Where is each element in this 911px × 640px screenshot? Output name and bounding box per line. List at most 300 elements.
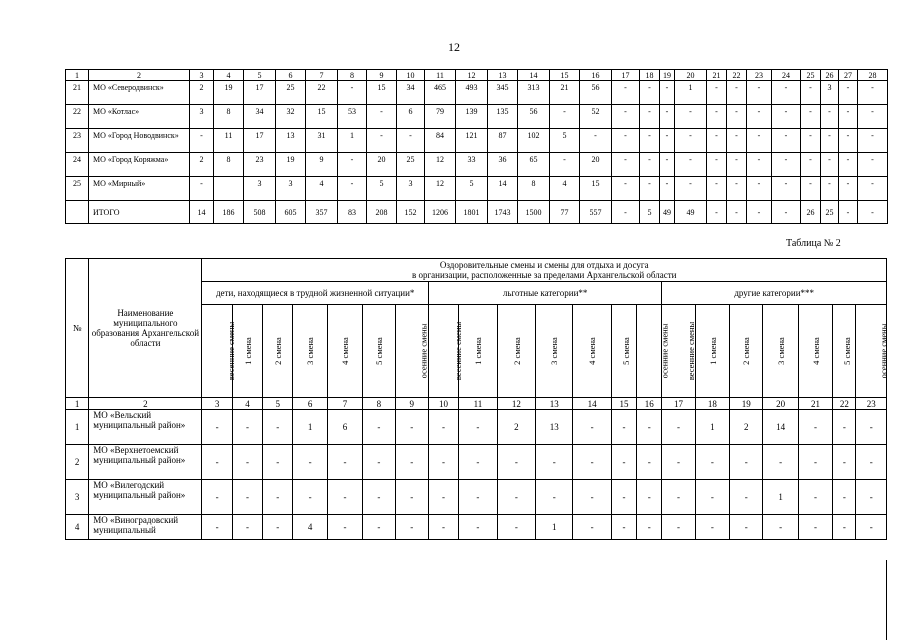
table-cell: - — [263, 445, 293, 480]
table-cell: 15 — [306, 105, 338, 129]
column-number: 18 — [695, 398, 729, 410]
total-cell: 14 — [190, 201, 214, 224]
table-cell: 19 — [214, 81, 244, 105]
total-cell: 5 — [640, 201, 660, 224]
table-cell: 3 — [244, 177, 276, 201]
table-header-row — [66, 70, 888, 81]
table-cell: - — [801, 81, 821, 105]
summary-table — [65, 69, 888, 224]
shift-label: 5 смена — [620, 337, 631, 365]
table-row — [66, 177, 888, 201]
table-cell: - — [763, 515, 798, 540]
total-cell: 1743 — [488, 201, 518, 224]
table-cell: - — [395, 445, 428, 480]
table-cell: - — [573, 515, 611, 540]
table-cell: 21 — [550, 81, 580, 105]
shift-header — [637, 305, 670, 398]
table-cell: - — [640, 129, 660, 153]
table-cell: 65 — [518, 153, 550, 177]
header-cell: 23 — [747, 70, 772, 81]
table-cell: 13 — [536, 410, 573, 445]
table-cell: 84 — [425, 129, 456, 153]
table-cell: - — [821, 129, 839, 153]
table-cell: - — [202, 410, 232, 445]
table-cell: - — [839, 129, 858, 153]
table-cell: - — [856, 445, 887, 480]
top-header-line1: Оздоровительные смены и смены для отдыха и досуга — [439, 260, 649, 270]
table-cell: - — [772, 177, 801, 201]
table-cell: - — [821, 153, 839, 177]
table-cell: - — [640, 177, 660, 201]
municipality-name: МО «Верхнетоемский муниципальный район» — [89, 445, 202, 480]
header-cell: 16 — [580, 70, 612, 81]
table-cell: 87 — [488, 129, 518, 153]
table-cell: - — [707, 81, 727, 105]
table-cell: - — [612, 177, 640, 201]
table-cell: - — [772, 81, 801, 105]
shift-header — [497, 305, 535, 398]
header-cell: 22 — [727, 70, 747, 81]
table-cell: - — [232, 515, 262, 540]
header-cell: 26 — [821, 70, 839, 81]
total-cell: 357 — [306, 201, 338, 224]
table-cell: 6 — [327, 410, 362, 445]
header-cell: 6 — [276, 70, 306, 81]
table-cell: 14 — [763, 410, 798, 445]
table-cell: - — [858, 129, 888, 153]
table-cell: - — [675, 105, 707, 129]
table-cell: - — [640, 81, 660, 105]
table-cell: 56 — [518, 105, 550, 129]
table-cell: - — [730, 515, 763, 540]
total-cell: 1801 — [456, 201, 488, 224]
table-cell: - — [395, 410, 428, 445]
table-cell: 1 — [695, 410, 729, 445]
shift-header — [428, 305, 464, 398]
table-cell: 2 — [190, 153, 214, 177]
column-number: 4 — [232, 398, 262, 410]
table-cell: - — [536, 480, 573, 515]
table-cell: 345 — [488, 81, 518, 105]
table-cell: 12 — [425, 153, 456, 177]
row-number: 4 — [66, 515, 89, 540]
table-cell: 17 — [244, 129, 276, 153]
table-cell: 3 — [821, 81, 839, 105]
table-cell: 139 — [456, 105, 488, 129]
table-cell: - — [707, 129, 727, 153]
table-cell: - — [367, 105, 397, 129]
total-cell: - — [858, 201, 888, 224]
shift-label: осенние смены — [659, 323, 670, 379]
shift-header — [833, 305, 856, 398]
header-cell: 28 — [858, 70, 888, 81]
shift-label: 2 смена — [511, 337, 522, 365]
table-cell: - — [727, 81, 747, 105]
table-cell: - — [428, 480, 458, 515]
table-cell: - — [662, 480, 695, 515]
table-cell: - — [293, 445, 327, 480]
header-cell: 19 — [660, 70, 675, 81]
total-cell: 186 — [214, 201, 244, 224]
table-cell: - — [232, 480, 262, 515]
table-cell: - — [801, 153, 821, 177]
table-cell: - — [202, 515, 232, 540]
table-cell: 15 — [580, 177, 612, 201]
table-cell: 11 — [214, 129, 244, 153]
table-cell: 15 — [367, 81, 397, 105]
table-cell: 5 — [550, 129, 580, 153]
table-cell: - — [459, 480, 497, 515]
total-cell: 49 — [660, 201, 675, 224]
table-cell: - — [363, 410, 395, 445]
table-cell: - — [821, 177, 839, 201]
total-cell: 152 — [397, 201, 425, 224]
table-cell: - — [695, 515, 729, 540]
table-cell: 12 — [425, 177, 456, 201]
municipality-name: МО «Котлас» — [89, 105, 190, 129]
municipality-name: МО «Вельский муниципальный район» — [89, 410, 202, 445]
table-cell: - — [640, 105, 660, 129]
table-row — [66, 445, 887, 480]
table-cell: - — [772, 129, 801, 153]
row-number: 3 — [66, 480, 89, 515]
header-cell: 5 — [244, 70, 276, 81]
header-cell: 24 — [772, 70, 801, 81]
table-cell: - — [821, 105, 839, 129]
table-row — [66, 410, 887, 445]
shift-header — [232, 305, 262, 398]
row-number: 21 — [66, 81, 89, 105]
table-cell: 36 — [488, 153, 518, 177]
table-cell: - — [327, 515, 362, 540]
table-cell: - — [580, 129, 612, 153]
column-number: 9 — [395, 398, 428, 410]
table-cell: - — [660, 81, 675, 105]
table-cell: - — [747, 105, 772, 129]
column-number: 11 — [459, 398, 497, 410]
table-cell: - — [858, 81, 888, 105]
shift-label: 2 смена — [272, 337, 283, 365]
total-cell: 25 — [821, 201, 839, 224]
table-cell: 2 — [190, 81, 214, 105]
table-cell: - — [660, 105, 675, 129]
table-cell: - — [363, 515, 395, 540]
table-cell: - — [397, 129, 425, 153]
table-cell: - — [798, 445, 832, 480]
table-cell: 5 — [456, 177, 488, 201]
table-caption: Таблица № 2 — [786, 238, 841, 249]
total-cell: 557 — [580, 201, 612, 224]
table-cell: - — [763, 445, 798, 480]
table-cell: 17 — [244, 81, 276, 105]
header-cell: 10 — [397, 70, 425, 81]
column-number: 16 — [637, 398, 662, 410]
table-cell: - — [747, 177, 772, 201]
row-number: 1 — [66, 410, 89, 445]
column-number: 3 — [202, 398, 232, 410]
total-cell: - — [839, 201, 858, 224]
top-header-line2: в организации, расположенные за пределами Архангельской области — [411, 270, 677, 280]
shift-header — [730, 305, 763, 398]
table-cell: - — [497, 445, 535, 480]
table-cell: - — [327, 445, 362, 480]
header-cell: 1 — [66, 70, 89, 81]
table-row — [66, 153, 888, 177]
table-cell: - — [858, 105, 888, 129]
table-cell: 4 — [306, 177, 338, 201]
table-cell: - — [637, 480, 662, 515]
table-cell: - — [839, 105, 858, 129]
header-cell: 25 — [801, 70, 821, 81]
table-cell: 4 — [550, 177, 580, 201]
shift-label: весенние смены — [686, 321, 697, 381]
table-cell: - — [232, 410, 262, 445]
table-cell: - — [263, 515, 293, 540]
header-cell: 17 — [612, 70, 640, 81]
total-label: ИТОГО — [89, 201, 190, 224]
table-cell: 32 — [276, 105, 306, 129]
table-cell: - — [660, 129, 675, 153]
table-cell: - — [611, 410, 636, 445]
table-cell: 1 — [293, 410, 327, 445]
table-cell: - — [395, 515, 428, 540]
total-cell: 1500 — [518, 201, 550, 224]
table-cell: 23 — [244, 153, 276, 177]
table-cell: 8 — [214, 153, 244, 177]
shift-header — [459, 305, 497, 398]
page-number: 12 — [448, 40, 460, 54]
table-cell: - — [293, 480, 327, 515]
total-cell: 1206 — [425, 201, 456, 224]
shift-label: 3 смена — [549, 337, 560, 365]
table-cell: 121 — [456, 129, 488, 153]
header-cell: 20 — [675, 70, 707, 81]
table-cell: - — [428, 410, 458, 445]
table-cell: 22 — [306, 81, 338, 105]
table-cell: - — [798, 410, 832, 445]
table-row — [66, 81, 888, 105]
column-number: 22 — [833, 398, 856, 410]
table-cell: - — [707, 177, 727, 201]
table-cell: - — [573, 480, 611, 515]
table-cell: 33 — [456, 153, 488, 177]
shift-label: осенние смены — [417, 323, 428, 379]
table-cell: - — [190, 177, 214, 201]
table-cell: - — [858, 153, 888, 177]
table-cell: - — [640, 153, 660, 177]
column-number: 8 — [363, 398, 395, 410]
table-cell: 8 — [214, 105, 244, 129]
shift-label: 3 смена — [305, 337, 316, 365]
column-number: 1 — [66, 398, 89, 410]
table-cell: - — [730, 480, 763, 515]
municipality-name: МО «Виноградовский муниципальный — [89, 515, 202, 540]
table-cell: - — [747, 81, 772, 105]
table-cell: - — [772, 105, 801, 129]
table-cell: - — [730, 445, 763, 480]
category-header: дети, находящиеся в трудной жизненной ситуации* — [202, 282, 428, 305]
header-cell: 8 — [338, 70, 367, 81]
table-cell: - — [707, 105, 727, 129]
shift-label: 2 смена — [741, 337, 752, 365]
municipality-name: МО «Город Коряжма» — [89, 153, 190, 177]
municipality-name: МО «Город Новодвинск» — [89, 129, 190, 153]
table-cell: - — [801, 105, 821, 129]
shifts-table — [65, 258, 887, 540]
table-cell: - — [612, 129, 640, 153]
shift-label: осенние смены — [878, 323, 889, 379]
table-cell: - — [833, 445, 856, 480]
total-cell: 83 — [338, 201, 367, 224]
shift-header — [395, 305, 428, 398]
table-cell: - — [675, 129, 707, 153]
table-cell: - — [833, 410, 856, 445]
table-cell: 25 — [397, 153, 425, 177]
table-cell: 53 — [338, 105, 367, 129]
table-cell: - — [856, 480, 887, 515]
row-number: 23 — [66, 129, 89, 153]
table-cell: 34 — [244, 105, 276, 129]
column-number: 12 — [497, 398, 535, 410]
shift-label: 1 смена — [472, 337, 483, 365]
table-cell: 2 — [497, 410, 535, 445]
total-cell: 49 — [675, 201, 707, 224]
table-cell: - — [611, 480, 636, 515]
table-cell: - — [660, 153, 675, 177]
table-cell: - — [573, 445, 611, 480]
table-cell: - — [801, 129, 821, 153]
table-cell: 19 — [276, 153, 306, 177]
header-cell: 14 — [518, 70, 550, 81]
header-cell: 4 — [214, 70, 244, 81]
table-cell: - — [727, 105, 747, 129]
table-row — [66, 105, 888, 129]
table-cell: 1 — [338, 129, 367, 153]
table-cell: - — [459, 410, 497, 445]
table-cell: - — [675, 177, 707, 201]
shift-header — [695, 305, 729, 398]
header-cell: 9 — [367, 70, 397, 81]
shift-label: 3 смена — [775, 337, 786, 365]
table-cell: 79 — [425, 105, 456, 129]
total-cell: 605 — [276, 201, 306, 224]
table-cell: 52 — [580, 105, 612, 129]
column-number: 2 — [89, 398, 202, 410]
table-cell: 102 — [518, 129, 550, 153]
table-cell: - — [839, 81, 858, 105]
table-cell: - — [338, 81, 367, 105]
table-cell: - — [611, 515, 636, 540]
header-cell: 18 — [640, 70, 660, 81]
table-cell: 493 — [456, 81, 488, 105]
table-cell: 8 — [518, 177, 550, 201]
header-cell: 3 — [190, 70, 214, 81]
table-cell: - — [662, 445, 695, 480]
table-cell: - — [428, 445, 458, 480]
table-cell: - — [675, 153, 707, 177]
table-cell: 1 — [536, 515, 573, 540]
table-cell: - — [190, 129, 214, 153]
shift-label: 1 смена — [707, 337, 718, 365]
shift-header — [363, 305, 395, 398]
table-cell: - — [428, 515, 458, 540]
table-cell: - — [858, 177, 888, 201]
shift-label: 5 смена — [842, 337, 852, 365]
row-number: 2 — [66, 445, 89, 480]
table-cell: - — [833, 480, 856, 515]
table-cell: 313 — [518, 81, 550, 105]
table-cell: - — [263, 410, 293, 445]
row-number: 22 — [66, 105, 89, 129]
municipality-name: МО «Северодвинск» — [89, 81, 190, 105]
header-cell: 21 — [707, 70, 727, 81]
table-cell: - — [856, 410, 887, 445]
header-cell: 15 — [550, 70, 580, 81]
table-cell: - — [637, 445, 662, 480]
table-cell: - — [747, 129, 772, 153]
column-number: 10 — [428, 398, 458, 410]
shift-label: весенние смены — [226, 321, 237, 381]
total-number-cell — [66, 201, 89, 224]
shift-label: 5 смена — [373, 337, 384, 365]
table-cell: - — [856, 515, 887, 540]
table-cell: 3 — [190, 105, 214, 129]
table-cell — [214, 177, 244, 201]
table-cell: - — [798, 480, 832, 515]
column-number: 19 — [730, 398, 763, 410]
table-cell: - — [367, 129, 397, 153]
column-number: 23 — [856, 398, 887, 410]
col-no-header: № — [66, 259, 89, 398]
table-cell: 25 — [276, 81, 306, 105]
shift-label: 4 смена — [810, 337, 821, 365]
page-edge-line — [886, 560, 887, 640]
table-cell: - — [550, 105, 580, 129]
table-cell: - — [798, 515, 832, 540]
column-number: 5 — [263, 398, 293, 410]
table-cell: - — [695, 445, 729, 480]
table-cell: 1 — [763, 480, 798, 515]
table-cell: - — [695, 480, 729, 515]
row-number: 25 — [66, 177, 89, 201]
table-cell: 14 — [488, 177, 518, 201]
column-number: 13 — [536, 398, 573, 410]
shift-label: 4 смена — [587, 337, 598, 365]
table-cell: 3 — [276, 177, 306, 201]
table-cell: 135 — [488, 105, 518, 129]
category-header: другие категории*** — [662, 282, 887, 305]
total-cell: 508 — [244, 201, 276, 224]
table-cell: 6 — [397, 105, 425, 129]
column-number-row — [66, 398, 887, 410]
column-number: 21 — [798, 398, 832, 410]
col-name-header: Наименование муниципального образования Архангельской области — [89, 259, 202, 398]
municipality-name: МО «Мирный» — [89, 177, 190, 201]
table-cell: - — [637, 515, 662, 540]
category-header: льготные категории** — [428, 282, 661, 305]
table-cell: - — [727, 129, 747, 153]
total-cell: - — [612, 201, 640, 224]
header-cell: 2 — [89, 70, 190, 81]
table-cell: - — [497, 480, 535, 515]
table-cell: - — [202, 480, 232, 515]
table-cell: - — [611, 445, 636, 480]
total-cell: - — [772, 201, 801, 224]
header-cell: 27 — [839, 70, 858, 81]
table-cell: 1 — [675, 81, 707, 105]
shift-header — [798, 305, 832, 398]
table-cell: - — [338, 153, 367, 177]
